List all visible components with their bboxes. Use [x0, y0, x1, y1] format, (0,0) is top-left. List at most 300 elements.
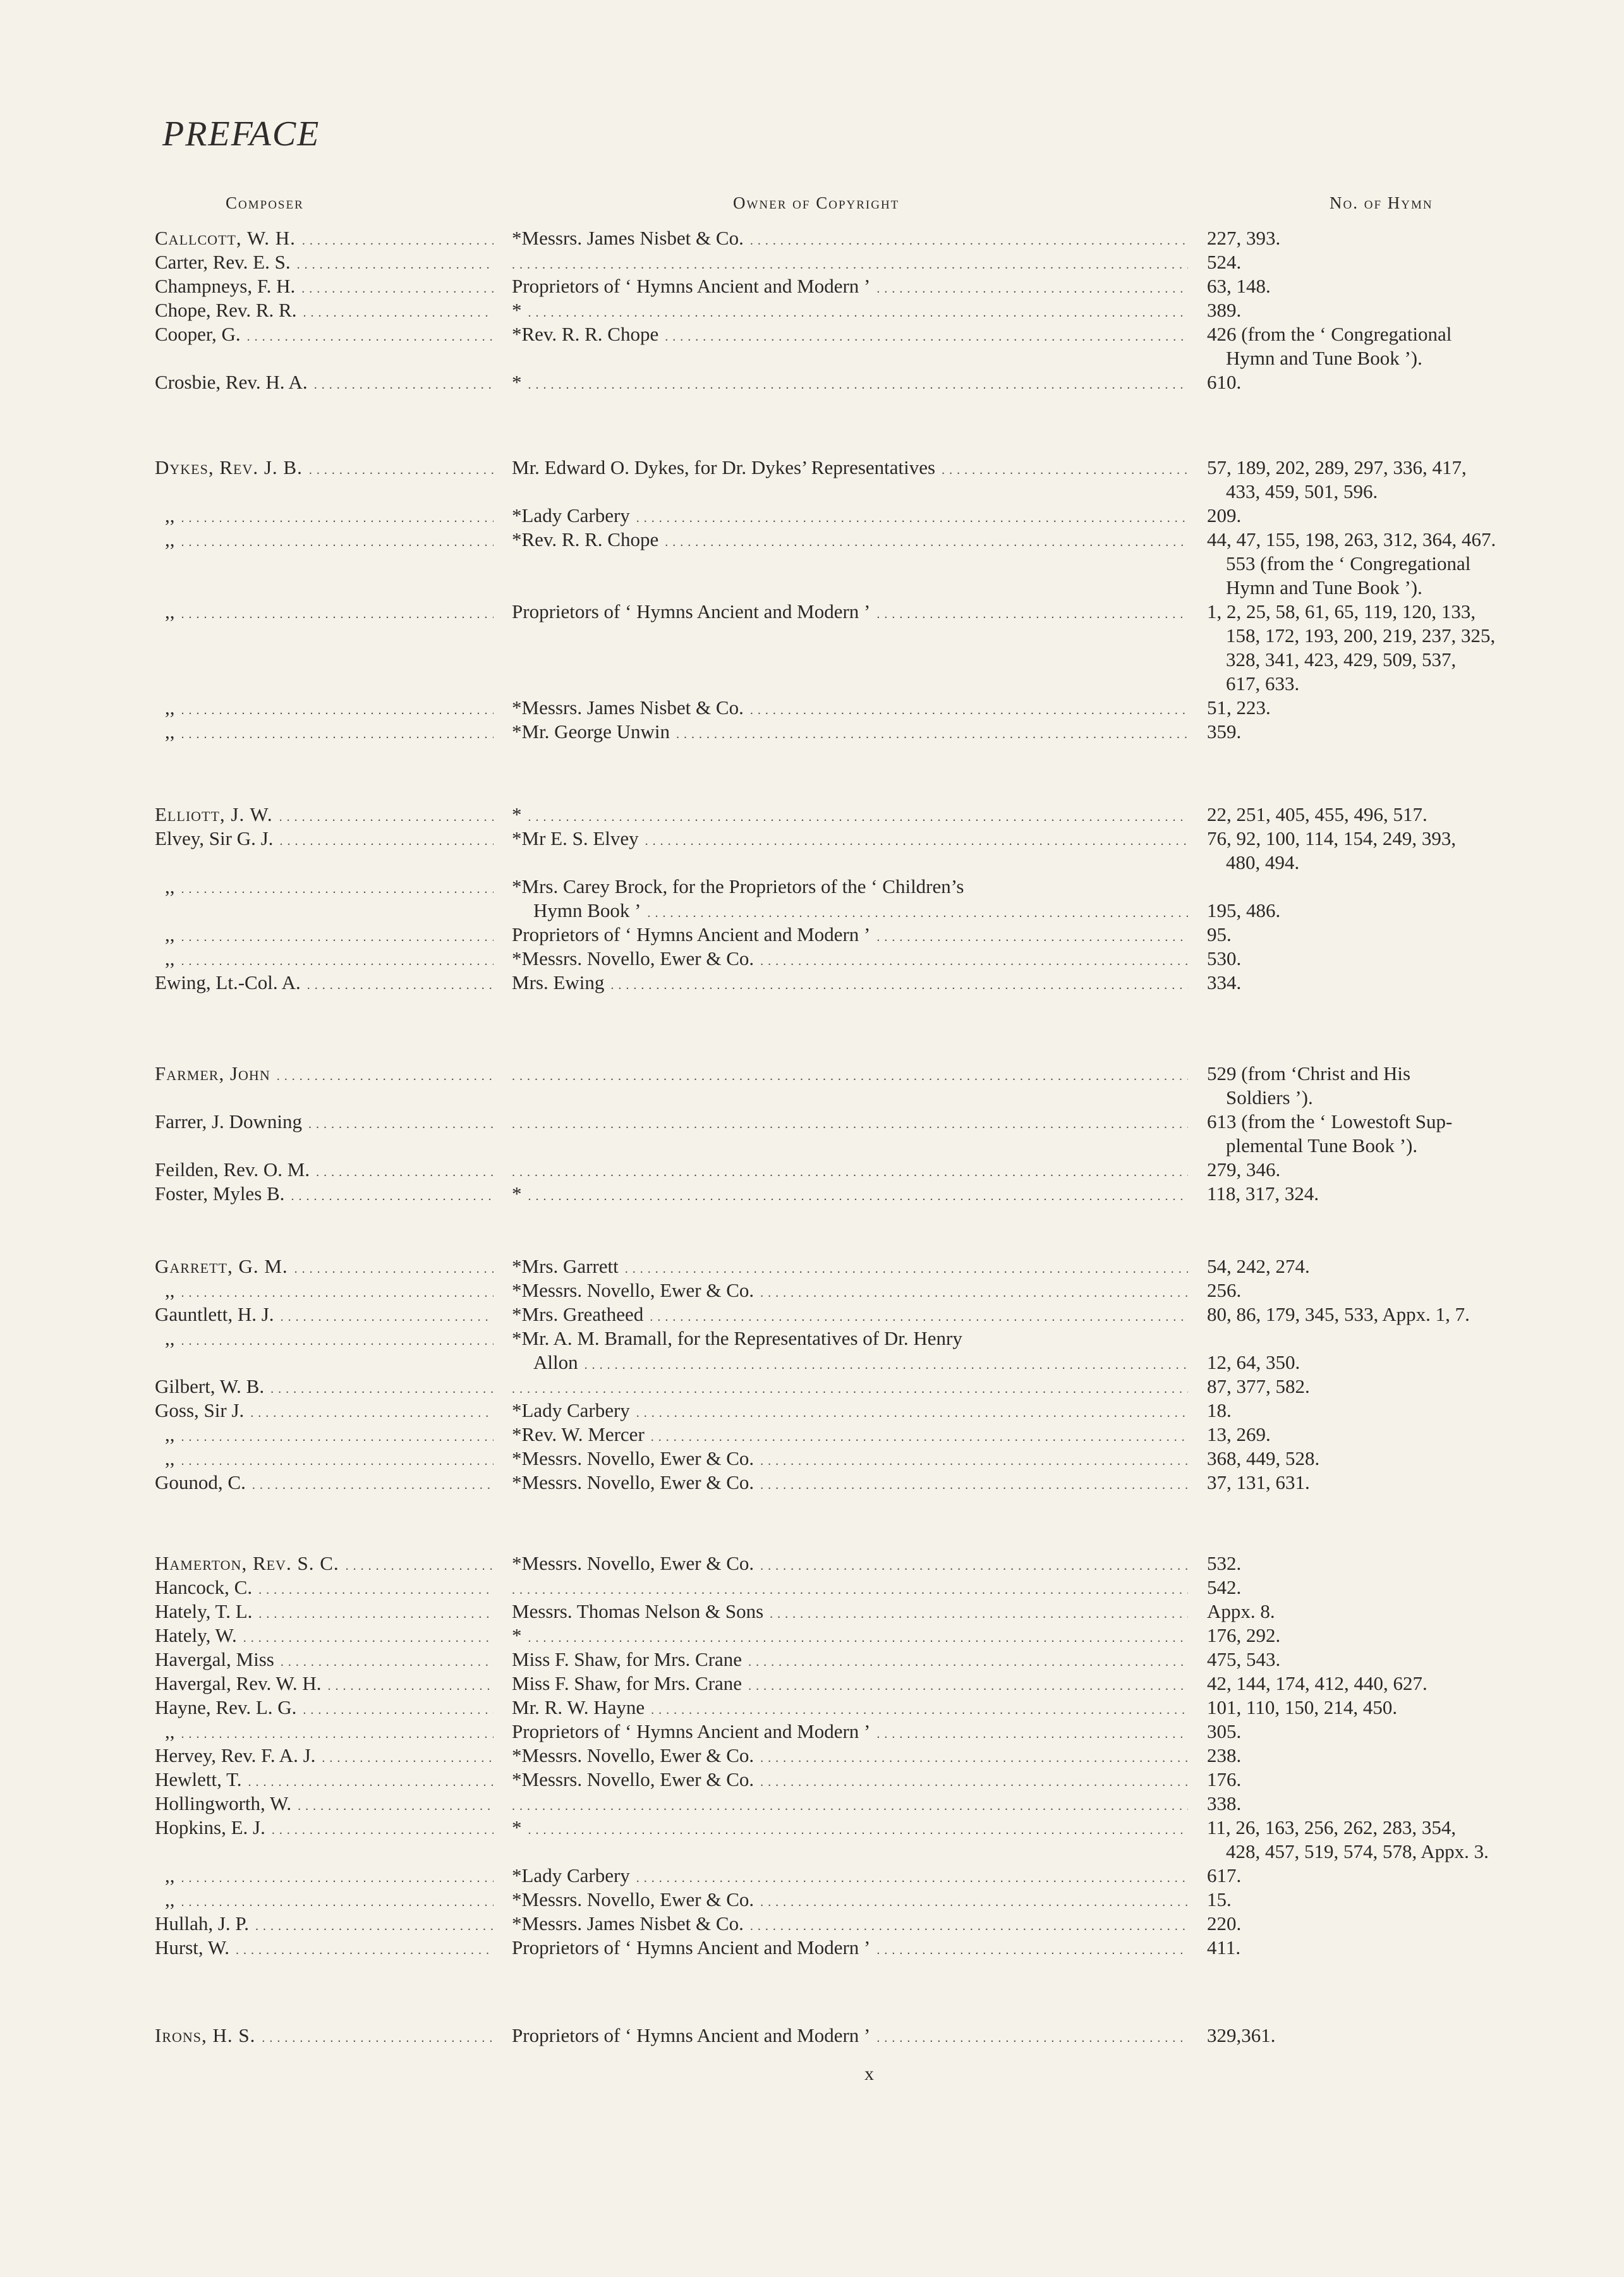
table-row — [0, 971, 1624, 995]
hymn-numbers: 12, 64, 350. — [1207, 1351, 1300, 1373]
table-row — [0, 1600, 1624, 1624]
owner-text: Proprietors of ‘ Hymns Ancient and Modern ’ — [512, 1936, 873, 1958]
owner-cell — [512, 1888, 1188, 1912]
composer-name: ,, — [155, 1327, 178, 1349]
owner-text: *Rev. R. R. Chope — [512, 528, 661, 550]
hymn-numbers-cell — [1207, 1600, 1586, 1624]
hymn-numbers: Hymn and Tune Book ’). — [1226, 347, 1422, 369]
owner-cell — [512, 1672, 1188, 1696]
composer-cell — [155, 456, 494, 480]
owner-cell — [512, 1912, 1188, 1936]
table-row — [0, 1720, 1624, 1744]
composer-name: Irons, H. S. — [155, 2024, 258, 2046]
owner-text: Proprietors of ‘ Hymns Ancient and Modern ’ — [512, 2024, 873, 2046]
table-row — [0, 456, 1624, 504]
owner-cell — [512, 1182, 1188, 1206]
owner-cell — [512, 1158, 1188, 1182]
composer-cell — [155, 1302, 494, 1327]
owner-cell — [512, 1062, 1188, 1086]
hymn-numbers-cell — [1207, 1302, 1586, 1327]
owner-cell — [512, 1110, 1188, 1134]
composer-name: ,, — [155, 875, 178, 897]
hymn-numbers: 11, 26, 163, 256, 262, 283, 354, — [1207, 1816, 1457, 1838]
owner-cell — [512, 720, 1188, 744]
owner-cell — [512, 1254, 1188, 1278]
owner-cell — [512, 827, 1188, 851]
owner-cell — [512, 1864, 1188, 1888]
composer-cell — [155, 1768, 494, 1792]
owner-text: *Messrs. Novello, Ewer & Co. — [512, 1888, 756, 1910]
hymn-numbers: 54, 242, 274. — [1207, 1255, 1310, 1277]
hymn-numbers-cell — [1207, 370, 1586, 394]
composer-name: Hancock, C. — [155, 1576, 255, 1598]
hymn-numbers-cell — [1207, 1888, 1586, 1912]
table-row — [0, 1744, 1624, 1768]
table-row — [0, 720, 1624, 744]
owner-cell — [512, 1936, 1188, 1960]
hymn-numbers: 42, 144, 174, 412, 440, 627. — [1207, 1672, 1427, 1694]
column-header-composer: Composer — [226, 193, 304, 212]
hymn-numbers: 530. — [1207, 947, 1242, 969]
composer-cell — [155, 1720, 494, 1744]
hymn-numbers-cell — [1207, 528, 1586, 600]
hymn-numbers-cell — [1207, 1912, 1586, 1936]
composer-name: ,, — [155, 1447, 178, 1469]
composer-name: Champneys, F. H. — [155, 275, 298, 297]
table-row — [0, 1423, 1624, 1447]
composer-name: Hopkins, E. J. — [155, 1816, 268, 1838]
table-row — [0, 370, 1624, 394]
table-row — [0, 1648, 1624, 1672]
hymn-numbers-cell — [1207, 1720, 1586, 1744]
owner-text: Proprietors of ‘ Hymns Ancient and Modern ’ — [512, 1720, 873, 1742]
hymn-numbers: 532. — [1207, 1552, 1242, 1574]
composer-name: Hamerton, Rev. S. C. — [155, 1552, 342, 1574]
hymn-numbers: 553 (from the ‘ Congregational — [1226, 552, 1471, 574]
table-row — [0, 600, 1624, 696]
table-row — [0, 1254, 1624, 1278]
owner-text: *Mr. A. M. Bramall, for the Representatives of Dr. Henry — [512, 1327, 965, 1349]
table-row — [0, 1278, 1624, 1302]
hymn-numbers: 428, 457, 519, 574, 578, Appx. 3. — [1226, 1840, 1489, 1862]
composer-name: ,, — [155, 600, 178, 622]
composer-name: Hollingworth, W. — [155, 1792, 294, 1814]
table-row — [0, 504, 1624, 528]
hymn-numbers — [1207, 1327, 1586, 1351]
table-row — [0, 274, 1624, 298]
hymn-numbers: 13, 269. — [1207, 1423, 1271, 1445]
composer-cell — [155, 1648, 494, 1672]
hymn-numbers-cell — [1207, 971, 1586, 995]
owner-cell — [512, 1423, 1188, 1447]
page-title: PREFACE — [162, 114, 320, 154]
composer-cell — [155, 528, 494, 552]
composer-name: Gounod, C. — [155, 1471, 248, 1493]
table-row — [0, 226, 1624, 250]
owner-text: *Mrs. Greatheed — [512, 1303, 646, 1325]
hymn-numbers: 475, 543. — [1207, 1648, 1281, 1670]
owner-text: Proprietors of ‘ Hymns Ancient and Modern ’ — [512, 600, 873, 622]
owner-cell — [512, 1302, 1188, 1327]
hymn-numbers: 176. — [1207, 1768, 1242, 1790]
hymn-numbers — [1207, 875, 1586, 899]
composer-cell — [155, 720, 494, 744]
hymn-numbers: 305. — [1207, 1720, 1242, 1742]
owner-text: * — [512, 803, 524, 825]
owner-cell — [512, 1327, 1188, 1375]
hymn-numbers: 158, 172, 193, 200, 219, 237, 325, — [1226, 624, 1496, 647]
owner-cell — [512, 600, 1188, 624]
owner-cell — [512, 1696, 1188, 1720]
composer-name: Elliott, J. W. — [155, 803, 276, 825]
table-row — [0, 923, 1624, 947]
hymn-numbers: 95. — [1207, 923, 1232, 945]
table-row — [0, 1696, 1624, 1720]
table-row — [0, 947, 1624, 971]
owner-text: * — [512, 1182, 524, 1205]
owner-text: *Messrs. James Nisbet & Co. — [512, 696, 746, 719]
hymn-numbers: 524. — [1207, 251, 1242, 273]
composer-name: Carter, Rev. E. S. — [155, 251, 293, 273]
owner-cell — [512, 1375, 1188, 1399]
table-row — [0, 250, 1624, 274]
table-row — [0, 1062, 1624, 1110]
owner-text: * — [512, 1624, 524, 1646]
owner-cell — [512, 971, 1188, 995]
hymn-numbers-cell — [1207, 1576, 1586, 1600]
table-row — [0, 1888, 1624, 1912]
owner-text: *Mrs. Carey Brock, for the Proprietors of the ‘ Children’s — [512, 875, 966, 897]
hymn-numbers: 529 (from ‘Christ and His — [1207, 1062, 1411, 1084]
hymn-numbers-cell — [1207, 1696, 1586, 1720]
hymn-numbers: 101, 110, 150, 214, 450. — [1207, 1696, 1398, 1718]
composer-cell — [155, 370, 494, 394]
composer-name: Feilden, Rev. O. M. — [155, 1158, 312, 1181]
hymn-numbers: 227, 393. — [1207, 227, 1281, 249]
composer-name: Chope, Rev. R. R. — [155, 299, 299, 321]
composer-cell — [155, 1062, 494, 1086]
composer-cell — [155, 1936, 494, 1960]
owner-text: *Messrs. Novello, Ewer & Co. — [512, 1447, 756, 1469]
composer-name: Elvey, Sir G. J. — [155, 827, 276, 849]
composer-cell — [155, 1551, 494, 1576]
composer-name: Hewlett, T. — [155, 1768, 244, 1790]
composer-cell — [155, 1672, 494, 1696]
composer-cell — [155, 504, 494, 528]
owner-text: *Rev. W. Mercer — [512, 1423, 647, 1445]
composer-name: ,, — [155, 1423, 178, 1445]
hymn-numbers-cell — [1207, 1744, 1586, 1768]
composer-name: Havergal, Rev. W. H. — [155, 1672, 324, 1694]
owner-text: Mr. Edward O. Dykes, for Dr. Dykes’ Representatives — [512, 456, 938, 478]
hymn-numbers-cell — [1207, 1471, 1586, 1495]
owner-cell — [512, 370, 1188, 394]
hymn-numbers: Hymn and Tune Book ’). — [1226, 576, 1422, 598]
hymn-numbers-cell — [1207, 1648, 1586, 1672]
composer-name: Hayne, Rev. L. G. — [155, 1696, 299, 1718]
composer-cell — [155, 274, 494, 298]
composer-cell — [155, 1399, 494, 1423]
hymn-numbers-cell — [1207, 1672, 1586, 1696]
owner-text: *Lady Carbery — [512, 1399, 633, 1421]
composer-name: Gauntlett, H. J. — [155, 1303, 277, 1325]
composer-cell — [155, 1600, 494, 1624]
composer-cell — [155, 803, 494, 827]
owner-cell — [512, 1768, 1188, 1792]
table-row — [0, 322, 1624, 370]
composer-name: Farrer, J. Downing — [155, 1110, 305, 1132]
hymn-numbers-cell — [1207, 1624, 1586, 1648]
page-number: x — [864, 2063, 875, 2084]
hymn-numbers: 1, 2, 25, 58, 61, 65, 119, 120, 133, — [1207, 600, 1476, 622]
hymn-numbers: 329,361. — [1207, 2024, 1276, 2046]
composer-cell — [155, 1375, 494, 1399]
owner-text: Proprietors of ‘ Hymns Ancient and Modern ’ — [512, 923, 873, 945]
hymn-numbers: 480, 494. — [1226, 851, 1300, 873]
owner-cell — [512, 1720, 1188, 1744]
composer-name: Hervey, Rev. F. A. J. — [155, 1744, 318, 1766]
hymn-numbers-cell — [1207, 1423, 1586, 1447]
hymn-numbers: 613 (from the ‘ Lowestoft Sup- — [1207, 1110, 1453, 1132]
hymn-numbers: Soldiers ’). — [1226, 1086, 1313, 1108]
hymn-numbers-cell — [1207, 1816, 1586, 1864]
hymn-numbers: 368, 449, 528. — [1207, 1447, 1320, 1469]
owner-cell — [512, 696, 1188, 720]
composer-name: ,, — [155, 1279, 178, 1301]
owner-cell — [512, 1816, 1188, 1840]
hymn-numbers: 411. — [1207, 1936, 1241, 1958]
owner-cell — [512, 923, 1188, 947]
hymn-numbers: 617. — [1207, 1864, 1242, 1886]
hymn-numbers-cell — [1207, 1062, 1586, 1110]
hymn-numbers: 617, 633. — [1226, 672, 1300, 695]
owner-cell — [512, 528, 1188, 552]
owner-text: * — [512, 1816, 524, 1838]
owner-text: Mr. R. W. Hayne — [512, 1696, 647, 1718]
table-row — [0, 1672, 1624, 1696]
composer-name: ,, — [155, 1888, 178, 1910]
composer-name: Goss, Sir J. — [155, 1399, 246, 1421]
hymn-numbers-cell — [1207, 1158, 1586, 1182]
owner-text: * — [512, 299, 524, 321]
composer-cell — [155, 600, 494, 624]
hymn-numbers: 87, 377, 582. — [1207, 1375, 1310, 1397]
composer-name: ,, — [155, 696, 178, 719]
owner-cell — [512, 1278, 1188, 1302]
table-row — [0, 1182, 1624, 1206]
hymn-numbers: Appx. 8. — [1207, 1600, 1275, 1622]
hymn-numbers: plemental Tune Book ’). — [1226, 1134, 1418, 1157]
hymn-numbers-cell — [1207, 947, 1586, 971]
composer-name: Ewing, Lt.-Col. A. — [155, 971, 303, 993]
hymn-numbers-cell — [1207, 1399, 1586, 1423]
owner-text: Proprietors of ‘ Hymns Ancient and Modern ’ — [512, 275, 873, 297]
owner-text: *Messrs. Novello, Ewer & Co. — [512, 1471, 756, 1493]
composer-cell — [155, 1471, 494, 1495]
owner-text: Messrs. Thomas Nelson & Sons — [512, 1600, 766, 1622]
table-row — [0, 2024, 1624, 2048]
owner-cell — [512, 1600, 1188, 1624]
hymn-numbers: 44, 47, 155, 198, 263, 312, 364, 467. — [1207, 528, 1496, 550]
composer-cell — [155, 322, 494, 346]
composer-cell — [155, 1278, 494, 1302]
hymn-numbers-cell — [1207, 1768, 1586, 1792]
composer-cell — [155, 1158, 494, 1182]
composer-cell — [155, 1624, 494, 1648]
composer-name: Cooper, G. — [155, 323, 243, 345]
composer-cell — [155, 875, 494, 899]
composer-name: ,, — [155, 947, 178, 969]
hymn-numbers: 338. — [1207, 1792, 1242, 1814]
table-row — [0, 1864, 1624, 1888]
hymn-numbers-cell — [1207, 803, 1586, 827]
composer-name: ,, — [155, 720, 178, 743]
hymn-numbers: 328, 341, 423, 429, 509, 537, — [1226, 648, 1457, 671]
table-row — [0, 1158, 1624, 1182]
hymn-numbers-cell — [1207, 1278, 1586, 1302]
composer-cell — [155, 250, 494, 274]
table-row — [0, 827, 1624, 875]
hymn-numbers-cell — [1207, 456, 1586, 504]
hymn-numbers: 389. — [1207, 299, 1242, 321]
owner-text: Allon — [533, 1351, 581, 1373]
composer-cell — [155, 226, 494, 250]
hymn-numbers: 238. — [1207, 1744, 1242, 1766]
hymn-numbers-cell — [1207, 696, 1586, 720]
hymn-numbers-cell — [1207, 322, 1586, 370]
table-row — [0, 1912, 1624, 1936]
composer-cell — [155, 1696, 494, 1720]
hymn-numbers: 426 (from the ‘ Congregational — [1207, 323, 1452, 345]
hymn-numbers: 433, 459, 501, 596. — [1226, 480, 1378, 502]
composer-name: ,, — [155, 1720, 178, 1742]
composer-name: ,, — [155, 923, 178, 945]
table-row — [0, 1399, 1624, 1423]
owner-text: Hymn Book ’ — [533, 899, 644, 921]
owner-text: *Messrs. Novello, Ewer & Co. — [512, 1279, 756, 1301]
composer-cell — [155, 1254, 494, 1278]
owner-text: *Messrs. James Nisbet & Co. — [512, 1912, 746, 1934]
composer-name: Hately, T. L. — [155, 1600, 255, 1622]
owner-text: *Rev. R. R. Chope — [512, 323, 661, 345]
composer-name: Hullah, J. P. — [155, 1912, 251, 1934]
owner-cell — [512, 1399, 1188, 1423]
owner-cell — [512, 456, 1188, 480]
composer-cell — [155, 1327, 494, 1351]
composer-cell — [155, 696, 494, 720]
owner-text: *Messrs. Novello, Ewer & Co. — [512, 1744, 756, 1766]
composer-cell — [155, 923, 494, 947]
composer-name: Callcott, W. H. — [155, 227, 298, 249]
hymn-numbers: 195, 486. — [1207, 899, 1281, 921]
hymn-numbers-cell — [1207, 1375, 1586, 1399]
composer-cell — [155, 1423, 494, 1447]
column-header-owner: Owner of Copyright — [733, 193, 900, 212]
owner-text: *Mr. George Unwin — [512, 720, 672, 743]
hymn-numbers-cell — [1207, 875, 1586, 923]
column-header-hymn-number: No. of Hymn — [1330, 193, 1433, 212]
composer-cell — [155, 1447, 494, 1471]
owner-cell — [512, 1624, 1188, 1648]
table-row — [0, 1816, 1624, 1864]
composer-name: Farmer, John — [155, 1062, 273, 1084]
hymn-numbers: 209. — [1207, 504, 1242, 526]
composer-cell — [155, 298, 494, 322]
composer-name: ,, — [155, 1864, 178, 1886]
hymn-numbers-cell — [1207, 2024, 1586, 2048]
table-row — [0, 803, 1624, 827]
table-row — [0, 1792, 1624, 1816]
hymn-numbers-cell — [1207, 720, 1586, 744]
composer-name: Crosbie, Rev. H. A. — [155, 371, 310, 393]
table-row — [0, 1551, 1624, 1576]
table-row — [0, 1447, 1624, 1471]
table-row — [0, 298, 1624, 322]
owner-cell — [512, 1576, 1188, 1600]
composer-cell — [155, 2024, 494, 2048]
hymn-numbers: 51, 223. — [1207, 696, 1271, 719]
hymn-numbers: 18. — [1207, 1399, 1232, 1421]
owner-cell — [512, 1792, 1188, 1816]
composer-name: Dykes, Rev. J. B. — [155, 456, 305, 478]
hymn-numbers-cell — [1207, 298, 1586, 322]
owner-cell — [512, 875, 1188, 923]
owner-cell — [512, 504, 1188, 528]
hymn-numbers-cell — [1207, 923, 1586, 947]
composer-cell — [155, 1576, 494, 1600]
composer-name: Havergal, Miss — [155, 1648, 277, 1670]
hymn-numbers-cell — [1207, 600, 1586, 696]
hymn-numbers-cell — [1207, 827, 1586, 875]
composer-cell — [155, 827, 494, 851]
hymn-numbers-cell — [1207, 250, 1586, 274]
hymn-numbers-cell — [1207, 1254, 1586, 1278]
table-row — [0, 1624, 1624, 1648]
table-row — [0, 1375, 1624, 1399]
composer-name: Hately, W. — [155, 1624, 239, 1646]
composer-cell — [155, 947, 494, 971]
owner-text: *Messrs. Novello, Ewer & Co. — [512, 947, 756, 969]
hymn-numbers-cell — [1207, 1447, 1586, 1471]
hymn-numbers-cell — [1207, 1551, 1586, 1576]
table-row — [0, 1936, 1624, 1960]
owner-text: Miss F. Shaw, for Mrs. Crane — [512, 1648, 744, 1670]
hymn-numbers: 542. — [1207, 1576, 1242, 1598]
composer-cell — [155, 1182, 494, 1206]
hymn-numbers: 80, 86, 179, 345, 533, Appx. 1, 7. — [1207, 1303, 1470, 1325]
owner-text: * — [512, 371, 524, 393]
owner-cell — [512, 274, 1188, 298]
composer-cell — [155, 1744, 494, 1768]
hymn-numbers: 76, 92, 100, 114, 154, 249, 393, — [1207, 827, 1457, 849]
owner-text: *Messrs. Novello, Ewer & Co. — [512, 1552, 756, 1574]
hymn-numbers: 279, 346. — [1207, 1158, 1281, 1181]
owner-text: Mrs. Ewing — [512, 971, 607, 993]
table-row — [0, 1576, 1624, 1600]
owner-cell — [512, 947, 1188, 971]
owner-cell — [512, 803, 1188, 827]
hymn-numbers: 176, 292. — [1207, 1624, 1281, 1646]
hymn-numbers: 334. — [1207, 971, 1242, 993]
hymn-numbers-cell — [1207, 1110, 1586, 1158]
composer-cell — [155, 1816, 494, 1840]
owner-cell — [512, 322, 1188, 346]
hymn-numbers: 256. — [1207, 1279, 1242, 1301]
owner-cell — [512, 1648, 1188, 1672]
hymn-numbers: 22, 251, 405, 455, 496, 517. — [1207, 803, 1427, 825]
owner-text: *Lady Carbery — [512, 504, 633, 526]
table-row — [0, 1302, 1624, 1327]
